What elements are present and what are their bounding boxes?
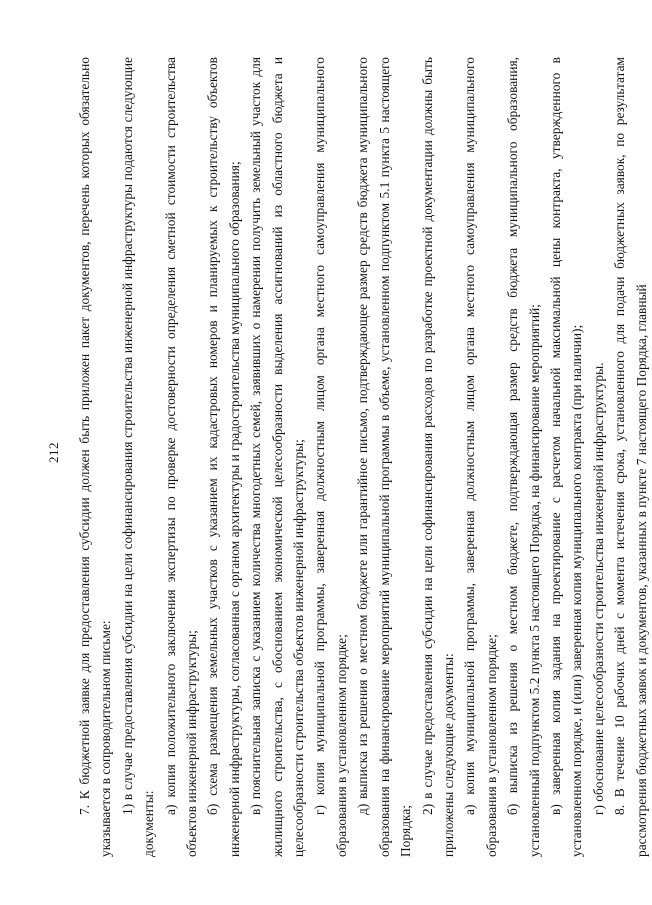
paragraph-2g: г) обоснование целесообразности строительства инженерной инфраструктуры. bbox=[590, 362, 606, 815]
paragraph-1v: в) пояснительная записка с указанием количества многодетных семей, заявивших о намерении получить земельный участок для жилищного строительства, с обоснованием экономической целесообразности выделения ассигнований из областного бюджета и целесообразности строительства объектов инженерной инфраструктуры; bbox=[248, 57, 307, 857]
paragraph-1a: а) копия положительного заключения экспертизы по проверке достоверности определения сметной стоимости строительства объектов инженерной инфраструктуры; bbox=[162, 57, 200, 857]
page-number: 212 bbox=[46, 442, 61, 463]
paragraph-2a: а) копия муниципальной программы, заверенная должностным лицом органа местного самоуправления муниципального образования в установленном порядке; bbox=[462, 57, 499, 857]
paragraph-1d: д) выписка из решения о местном бюджете или гарантийное письмо, подтверждающее размер средств бюджета муниципального образования на финансирование мероприятий муниципальной программы в объеме, установленном подпунктом 5.1 пункта 5 настоящего Порядка; bbox=[355, 57, 414, 857]
paragraph-1b: б) схема размещения земельных участков с указанием их кадастровых номеров и планируемых к строительству объектов инженерной инфраструктуры, согласованная с органом архитектуры и градостроительства муниципального образования; bbox=[205, 57, 242, 857]
paragraph-2-design-docs: 2) в случае предоставления субсидии на цели софинансирования расходов по разработке проектной документации должны быть приложены следующие документы: bbox=[419, 57, 456, 857]
paragraph-7-intro: 7. К бюджетной заявке для предоставления субсидии должен быть приложен пакет документов, перечень которых обязательно указывается в сопроводительном письме: bbox=[77, 57, 114, 857]
paragraph-2b: б) выписка из решения о местном бюджете, подтверждающая размер средств бюджета муниципального образования, установленный подпунктом 5.2 пункта 5 настоящего Порядка, на финансирование мероприятий; bbox=[505, 57, 542, 857]
paragraph-8: 8. В течение 10 рабочих дней с момента истечения срока, установленного для подачи бюджетных заявок, по результатам рассмотрения бюджетных заявок и документов, указанных в пункте 7 настоящего Порядка, главный bbox=[612, 57, 649, 857]
paragraph-1g: г) копия муниципальной программы, заверенная должностным лицом органа местного самоуправления муниципального образования в установленном порядке; bbox=[312, 57, 349, 857]
document-body bbox=[74, 57, 652, 857]
paragraph-1-infrastructure: 1) в случае предоставления субсидии на цели софинансирования строительства инженерной инфраструктуры подаются следующие документы: bbox=[119, 57, 157, 857]
paragraph-2v: в) заверенная копия задания на проектирование с расчетом начальной максимальной цены контракта, утвержденного в установленном порядке, и (или) заверенная копия муниципального контракта (при наличии); bbox=[547, 57, 585, 857]
